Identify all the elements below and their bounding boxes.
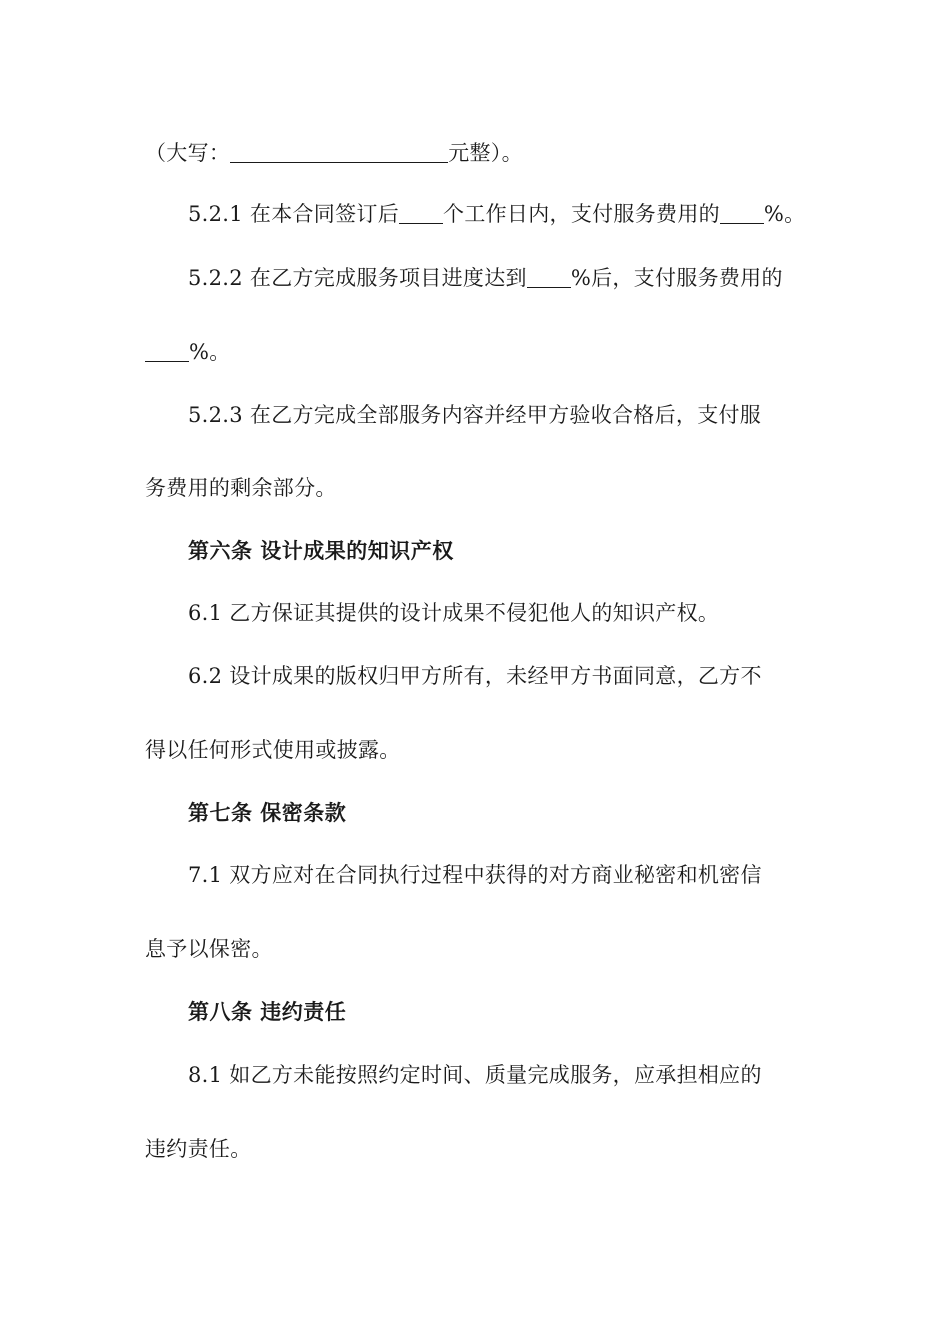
clause-5-2-1 xyxy=(188,199,828,229)
clause-5-2-3-continued: 务费用的剩余部分。 xyxy=(145,476,337,500)
clause-8-1-continued: 违约责任。 xyxy=(145,1137,252,1161)
clause-6-2: 6.2 设计成果的版权归甲方所有，未经甲方书面同意，乙方不 xyxy=(188,664,762,688)
article-6-heading: 第六条 设计成果的知识产权 xyxy=(188,539,454,563)
blank-field xyxy=(230,142,448,163)
article-8-heading: 第八条 违约责任 xyxy=(188,1000,347,1024)
clause-6-2-continued: 得以任何形式使用或披露。 xyxy=(145,738,401,762)
text-segment: 元整）。 xyxy=(448,141,523,165)
clause-7-1-continued: 息予以保密。 xyxy=(145,937,273,961)
article-7-heading: 第七条 保密条款 xyxy=(188,801,347,825)
text-segment: %。 xyxy=(763,202,806,226)
text-segment: 个工作日内，支付服务费用的 xyxy=(443,202,720,226)
text-segment: 5.2.1 在本合同签订后 xyxy=(188,202,400,226)
clause-5-2-2 xyxy=(188,263,828,293)
clause-6-1: 6.1 乙方保证其提供的设计成果不侵犯他人的知识产权。 xyxy=(188,601,720,625)
clause-5-2-3: 5.2.3 在乙方完成全部服务内容并经甲方验收合格后，支付服 xyxy=(188,403,762,427)
blank-field xyxy=(720,203,764,224)
blank-field xyxy=(145,341,189,362)
amount-in-words-line xyxy=(145,138,825,168)
blank-field xyxy=(399,203,443,224)
text-segment: %后，支付服务费用的 xyxy=(570,266,783,290)
clause-8-1: 8.1 如乙方未能按照约定时间、质量完成服务，应承担相应的 xyxy=(188,1063,762,1087)
blank-field xyxy=(527,267,571,288)
text-segment: %。 xyxy=(189,340,231,364)
text-segment: （大写： xyxy=(145,141,231,165)
text-segment: 5.2.2 在乙方完成服务项目进度达到 xyxy=(188,266,527,290)
clause-7-1: 7.1 双方应对在合同执行过程中获得的对方商业秘密和机密信 xyxy=(188,863,762,887)
clause-5-2-2-continued xyxy=(145,337,825,367)
